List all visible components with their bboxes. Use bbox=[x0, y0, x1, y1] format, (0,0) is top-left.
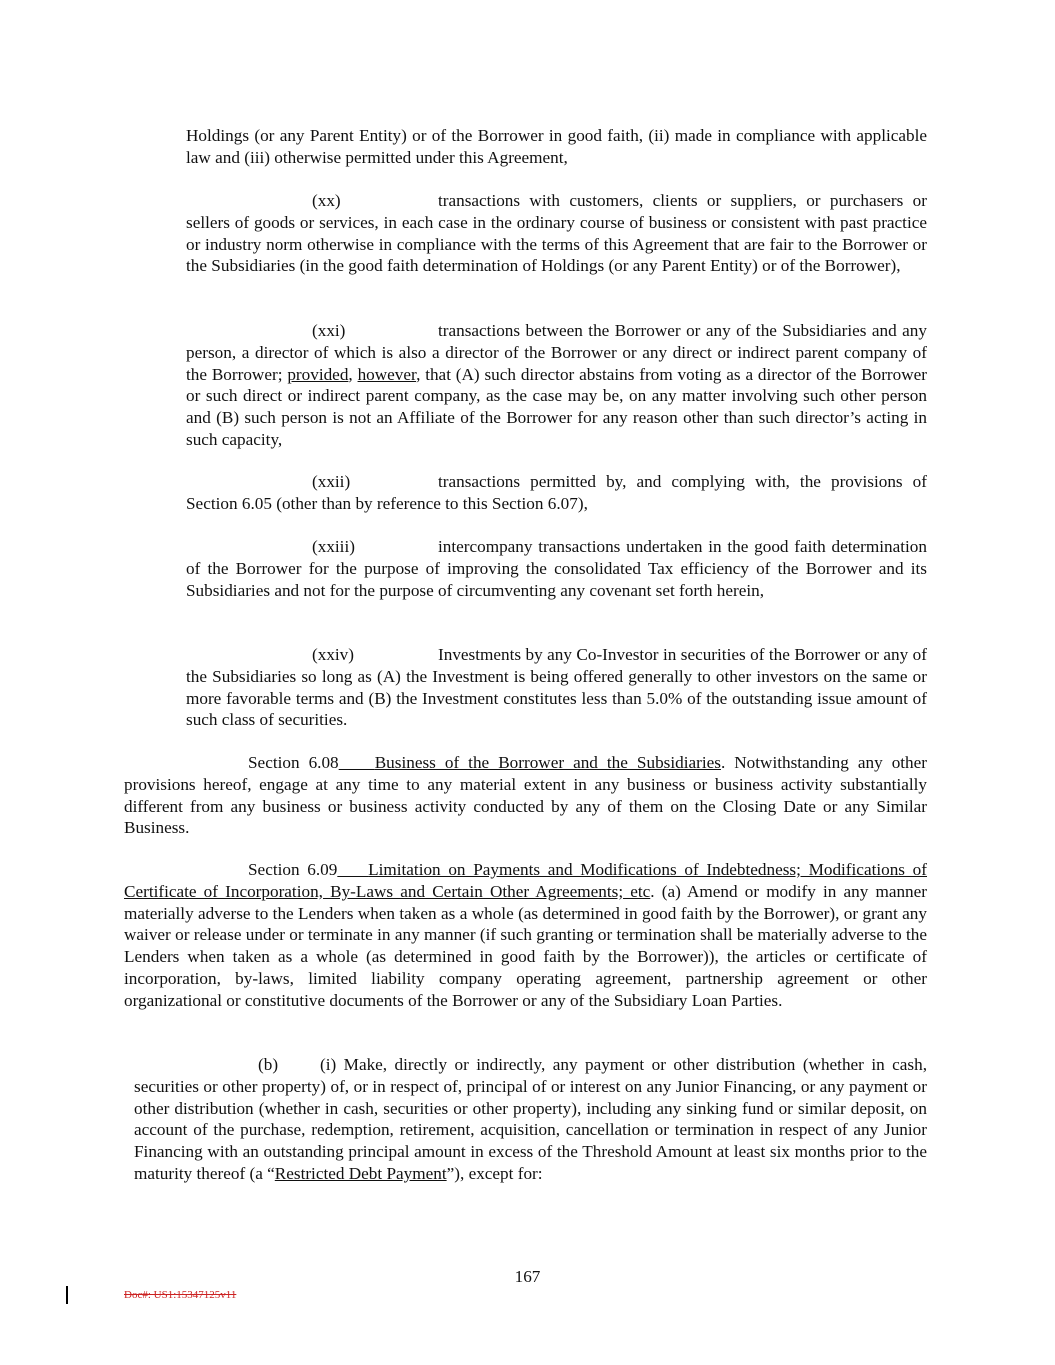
item-xxii bbox=[186, 471, 927, 515]
item-text: intercompany transactions undertaken in the good faith determination of the Borrower for the purpose of improving the consolidated Tax efficiency of the Borrower and its Subsidiaries and not for the purpose of circumventing any covenant set forth herein, bbox=[186, 537, 927, 600]
clause-text-end: ”), except for: bbox=[446, 1163, 543, 1183]
revision-bar bbox=[66, 1286, 68, 1304]
item-number: (xxiii) bbox=[312, 537, 355, 556]
item-xxi bbox=[186, 320, 927, 451]
page-number: 167 bbox=[514, 1267, 541, 1286]
defined-term: Restricted Debt Payment bbox=[274, 1163, 447, 1183]
clause-label: (b) bbox=[258, 1055, 279, 1074]
item-xxiv bbox=[186, 644, 927, 731]
item-text: transactions with customers, clients or suppliers, or purchasers or sellers of goods or services, in each case in the ordinary course of business or consistent with past practice or industry norm otherwise in compliance with the terms of this Agreement that are fair to the Borrower or the Subsidiaries (in the good faith determination of Holdings (or any Parent Entity) or of the Borrower), bbox=[186, 191, 927, 276]
comma: , bbox=[348, 364, 353, 384]
provided-term: provided bbox=[287, 364, 349, 384]
item-text: transactions permitted by, and complying with, the provisions of Section 6.05 (other than by reference to this Section 6.07), bbox=[186, 472, 927, 513]
section-label: Section 6.09 bbox=[248, 860, 338, 879]
however-term: however bbox=[357, 364, 417, 384]
document-id: Doc#: US1:15347125v11 bbox=[124, 1289, 237, 1301]
item-text-continued: , that (A) such director abstains from voting as a director of the Borrower or such direct or indirect parent company, as the case may be, on any matter involving such other person and (B) such person is not an Affiliate of the Borrower for any reason other than such director’s acting in such capacity, bbox=[186, 364, 928, 449]
item-xxiii bbox=[186, 536, 927, 601]
section-text: . Notwithstanding any other provisions hereof, engage at any time to any material extent in any business or business activity substantially different from any business or business activity conducted by any of them on the Closing Date or any Similar Business. bbox=[124, 753, 928, 838]
continuation-text: Holdings (or any Parent Entity) or of the Borrower in good faith, (ii) made in compliance with applicable law and (iii) otherwise permitted under this Agreement, bbox=[186, 126, 927, 167]
item-number: (xxiv) bbox=[312, 645, 355, 664]
item-number: (xx) bbox=[312, 191, 341, 210]
item-xx bbox=[186, 190, 927, 277]
continuation-paragraph bbox=[186, 125, 927, 169]
item-number: (xxi) bbox=[312, 321, 346, 340]
section-title: Business of the Borrower and the Subsidiaries bbox=[374, 753, 721, 772]
clause-b bbox=[134, 1054, 927, 1185]
item-text: transactions between the Borrower or any of the Subsidiaries and any person, a director of which is also a director of the Borrower or any direct or indirect parent company of the Borrower; bbox=[186, 321, 927, 384]
clause-text: (i) Make, directly or indirectly, any payment or other distribution (whether in cash, securities or other property) of, or in respect of, principal of or interest on any Junior Financing, or any payment or other distribution (whether in cash, securities or other property), including any sinking fund or similar deposit, on account of the purchase, redemption, retirement, acquisition, cancellation or termination in respect of any Junior Financing with an outstanding principal amount in excess of the Threshold Amount at least six months prior to the maturity thereof (a “ bbox=[134, 1055, 927, 1183]
item-number: (xxii) bbox=[312, 472, 351, 491]
section-text: . (a) Amend or modify in any manner materially adverse to the Lenders when taken as a whole (as determined in good faith by the Borrower), or grant any waiver or release under or terminate in any manner (if such granting or termination shall be materially adverse to the Lenders when taken as a whole (as determined in good faith by the Borrower)), the articles or certificate of incorporation, by-laws, limited liability company operating agreement, partnership agreement or other organizational or constitutive documents of the Borrower or any of the Subsidiary Loan Parties. bbox=[124, 881, 927, 1010]
section-title: Limitation on Payments and Modifications of Indebtedness; Modifications of Certificate of Incorporation, By-Laws and Certain Other Agreements; etc bbox=[124, 860, 928, 901]
section-6-09 bbox=[124, 859, 927, 1012]
section-label: Section 6.08 bbox=[248, 753, 339, 772]
item-text: Investments by any Co-Investor in securities of the Borrower or any of the Subsidiaries so long as (A) the Investment is being offered generally to other investors on the same or more favorable terms and (B) the Investment constitutes less than 5.0% of the outstanding issue amount of such class of securities. bbox=[186, 645, 927, 730]
section-6-08 bbox=[124, 752, 927, 839]
